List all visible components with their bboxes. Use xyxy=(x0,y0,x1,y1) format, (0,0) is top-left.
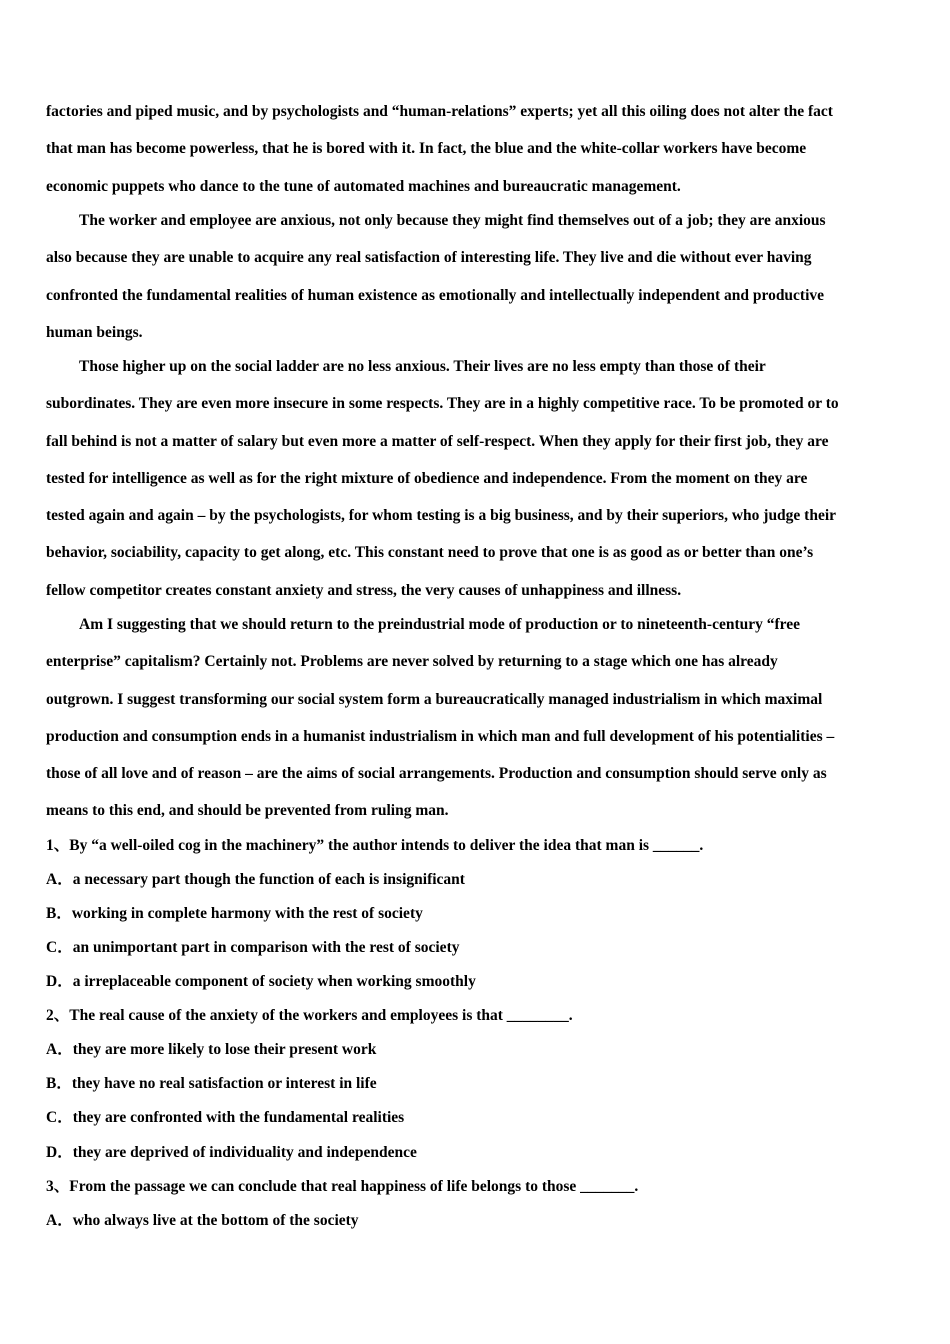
question-1-option-c[interactable] xyxy=(46,938,459,958)
option-text: they are confronted with the fundamental realities xyxy=(72,1109,405,1126)
option-text: an unimportant part in comparison with the rest of society xyxy=(72,939,460,956)
option-letter: D． xyxy=(46,973,73,990)
passage-line: Am I suggesting that we should return to the preindustrial mode of production or to nineteenth-century “free xyxy=(79,616,801,633)
passage-line: confronted the fundamental realities of human existence as emotionally and intellectually independent and productive xyxy=(46,286,825,304)
question-1-option-b[interactable] xyxy=(46,904,423,924)
option-letter: A． xyxy=(46,871,73,888)
option-text: a necessary part though the function of each is insignificant xyxy=(72,871,465,888)
passage-line: outgrown. I suggest transforming our social system form a bureaucratically managed industrialism in which maximal xyxy=(46,690,823,708)
passage-line: Those higher up on the social ladder are no less anxious. Their lives are no less empty than those of their xyxy=(79,358,766,375)
passage-line: economic puppets who dance to the tune of automated machines and bureaucratic management. xyxy=(46,177,681,195)
passage-line: those of all love and of reason – are the aims of social arrangements. Production and consumption should serve only as xyxy=(46,765,827,783)
passage-line: human beings. xyxy=(46,323,143,341)
passage-line: behavior, sociability, capacity to get along, etc. This constant need to prove that one is as good as or better than one’s xyxy=(46,544,814,562)
question-1-option-d[interactable] xyxy=(46,972,476,992)
option-letter: C． xyxy=(46,939,73,956)
passage-paragraph-1 xyxy=(46,93,906,205)
option-letter: D． xyxy=(46,1144,73,1161)
question-2-option-a[interactable] xyxy=(46,1040,376,1060)
passage-line: fall behind is not a matter of salary but even more a matter of self-respect. When they apply for their first job, they are xyxy=(46,432,829,450)
question-3-stem: 3、From the passage we can conclude that real happiness of life belongs to those _______. xyxy=(46,1178,639,1195)
passage-line: fellow competitor creates constant anxiety and stress, the very causes of unhappiness and illness. xyxy=(46,581,682,599)
passage-paragraph-2 xyxy=(46,202,906,351)
option-letter: A． xyxy=(46,1212,73,1229)
passage-line: enterprise” capitalism? Certainly not. Problems are never solved by returning to a stage which one has already xyxy=(46,653,778,671)
question-2-option-b[interactable] xyxy=(46,1074,377,1094)
option-letter: B． xyxy=(46,1075,72,1092)
question-1-stem: 1、By “a well-oiled cog in the machinery” the author intends to deliver the idea that man is ______. xyxy=(46,837,704,854)
passage-line: production and consumption ends in a humanist industrialism in which man and full development of his potentialities – xyxy=(46,727,835,745)
passage-line: also because they are unable to acquire any real satisfaction of interesting life. They live and die without ever having xyxy=(46,249,812,267)
option-text: who always live at the bottom of the society xyxy=(72,1212,359,1229)
question-2-option-d[interactable] xyxy=(46,1143,417,1163)
question-3-option-a[interactable] xyxy=(46,1211,359,1231)
option-letter: A． xyxy=(46,1041,73,1058)
question-2-stem: 2、The real cause of the anxiety of the workers and employees is that ________. xyxy=(46,1007,573,1024)
passage-paragraph-4 xyxy=(46,606,906,830)
option-text: they are more likely to lose their present work xyxy=(72,1041,377,1058)
passage-paragraph-3 xyxy=(46,348,906,609)
option-text: a irreplaceable component of society when working smoothly xyxy=(72,973,476,990)
question-1-option-a[interactable] xyxy=(46,870,465,890)
option-letter: C． xyxy=(46,1109,73,1126)
option-letter: B． xyxy=(46,905,72,922)
passage-line: that man has become powerless, that he is bored with it. In fact, the blue and the white-collar workers have become xyxy=(46,140,807,158)
option-text: working in complete harmony with the rest of society xyxy=(71,905,423,922)
passage-line: tested again and again – by the psychologists, for whom testing is a big business, and by their superiors, who judge their xyxy=(46,507,837,525)
passage-line: subordinates. They are even more insecure in some respects. They are in a highly competitive race. To be promoted or to xyxy=(46,395,839,413)
passage-line: factories and piped music, and by psychologists and “human-relations” experts; yet all this oiling does not alter the fact xyxy=(46,103,833,120)
passage-line: tested for intelligence as well as for the right mixture of obedience and independence. From the moment on they are xyxy=(46,469,808,487)
option-text: they are deprived of individuality and independence xyxy=(72,1144,417,1161)
question-2-option-c[interactable] xyxy=(46,1108,404,1128)
passage-line: means to this end, and should be prevented from ruling man. xyxy=(46,802,449,820)
option-text: they have no real satisfaction or interest in life xyxy=(71,1075,377,1092)
passage-line: The worker and employee are anxious, not only because they might find themselves out of a job; they are anxious xyxy=(79,212,826,229)
